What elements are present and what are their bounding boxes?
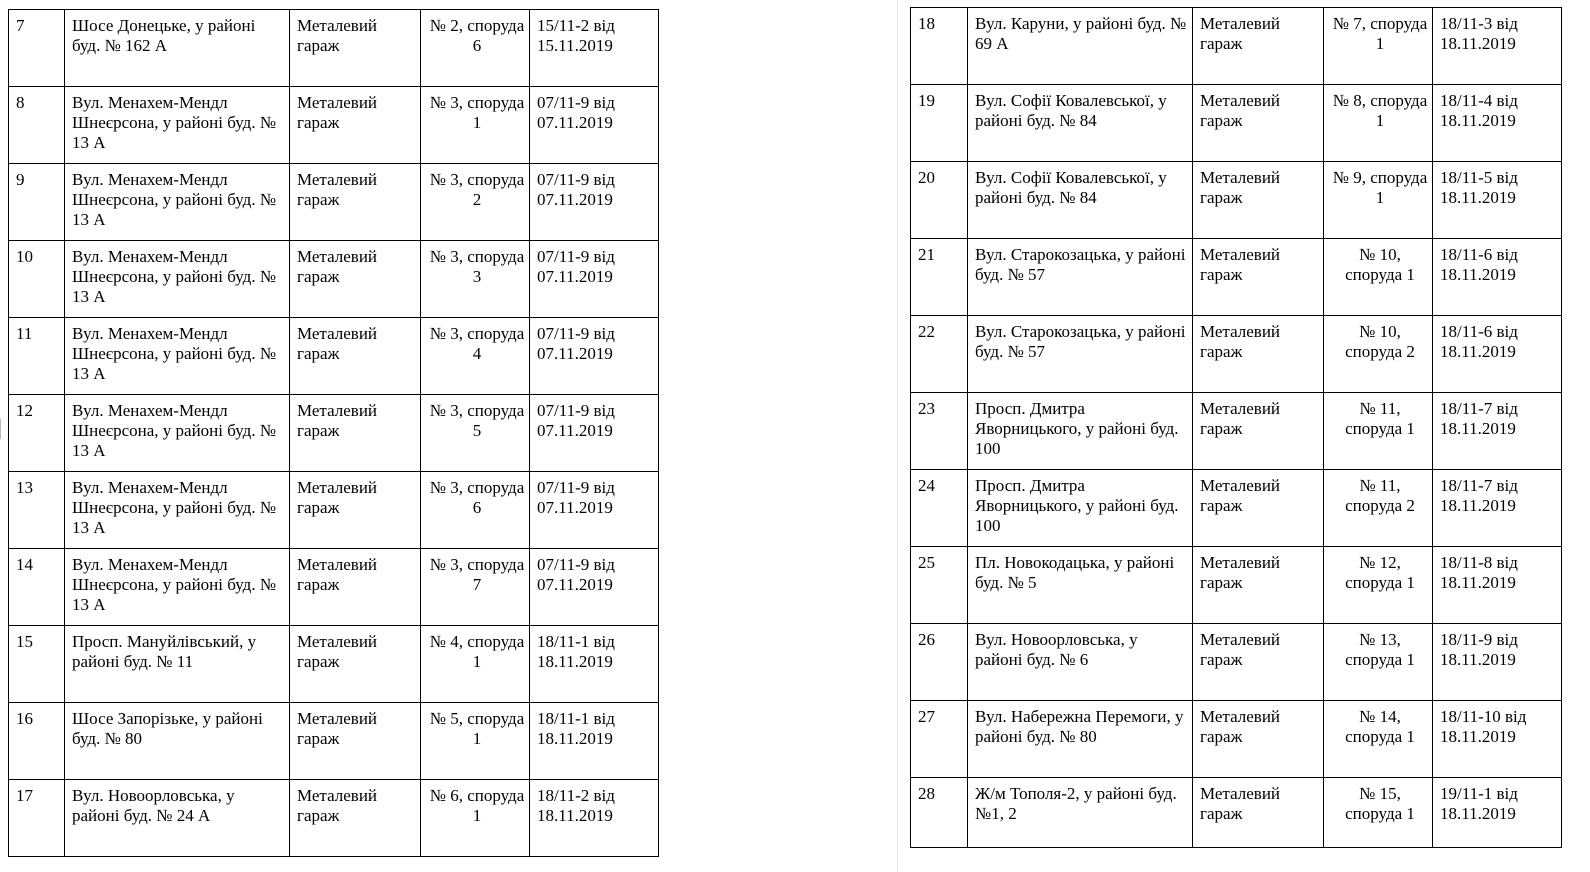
type-cell: Металевий гараж <box>1193 85 1324 162</box>
row-number: 13 <box>9 472 65 549</box>
permit-cell: 18/11-5 від 18.11.2019 <box>1433 162 1562 239</box>
row-number: 16 <box>9 703 65 780</box>
row-number: 24 <box>911 470 968 547</box>
address-cell: Пл. Новокодацька, у районі буд. № 5 <box>968 547 1193 624</box>
row-number: 27 <box>911 701 968 778</box>
table-row <box>911 239 1562 316</box>
permit-cell: 18/11-2 від 18.11.2019 <box>530 780 659 857</box>
address-cell: Ж/м Тополя-2, у районі буд. №1, 2 <box>968 778 1193 848</box>
object-cell: № 10, споруда 1 <box>1324 239 1433 316</box>
table-row <box>9 472 659 549</box>
address-cell: Вул. Софії Ковалевської, у районі буд. № 84 <box>968 85 1193 162</box>
object-cell: № 3, споруда 3 <box>421 241 530 318</box>
row-number: 15 <box>9 626 65 703</box>
address-cell: Шосе Донецьке, у районі буд. № 162 А <box>65 10 290 87</box>
address-cell: Вул. Каруни, у районі буд. № 69 А <box>968 8 1193 85</box>
table-row <box>911 8 1562 85</box>
type-cell: Металевий гараж <box>1193 239 1324 316</box>
type-cell: Металевий гараж <box>1193 470 1324 547</box>
type-cell: Металевий гараж <box>1193 778 1324 848</box>
object-cell: № 10, споруда 2 <box>1324 316 1433 393</box>
address-cell: Вул. Новоорловська, у районі буд. № 24 А <box>65 780 290 857</box>
type-cell: Металевий гараж <box>290 87 421 164</box>
type-cell: Металевий гараж <box>1193 393 1324 470</box>
table-row <box>911 393 1562 470</box>
address-cell: Вул. Менахем-Мендл Шнеєрсона, у районі буд. № 13 А <box>65 472 290 549</box>
table-row <box>9 395 659 472</box>
permit-cell: 18/11-7 від 18.11.2019 <box>1433 470 1562 547</box>
type-cell: Металевий гараж <box>1193 547 1324 624</box>
row-number: 23 <box>911 393 968 470</box>
table-row <box>9 87 659 164</box>
object-cell: № 3, споруда 7 <box>421 549 530 626</box>
type-cell: Металевий гараж <box>290 10 421 87</box>
permit-cell: 18/11-9 від 18.11.2019 <box>1433 624 1562 701</box>
row-number: 28 <box>911 778 968 848</box>
permit-cell: 07/11-9 від 07.11.2019 <box>530 241 659 318</box>
table-row <box>9 241 659 318</box>
row-number: 9 <box>9 164 65 241</box>
address-cell: Просп. Мануйлівський, у районі буд. № 11 <box>65 626 290 703</box>
object-cell: № 3, споруда 6 <box>421 472 530 549</box>
permit-cell: 19/11-1 від 18.11.2019 <box>1433 778 1562 848</box>
permit-cell: 07/11-9 від 07.11.2019 <box>530 318 659 395</box>
permit-cell: 07/11-9 від 07.11.2019 <box>530 395 659 472</box>
table-row <box>911 85 1562 162</box>
table-row <box>9 780 659 857</box>
type-cell: Металевий гараж <box>290 549 421 626</box>
table-row <box>9 549 659 626</box>
row-number: 26 <box>911 624 968 701</box>
permit-cell: 18/11-10 від 18.11.2019 <box>1433 701 1562 778</box>
permit-cell: 07/11-9 від 07.11.2019 <box>530 472 659 549</box>
permit-cell: 18/11-1 від 18.11.2019 <box>530 703 659 780</box>
address-cell: Вул. Менахем-Мендл Шнеєрсона, у районі буд. № 13 А <box>65 164 290 241</box>
row-number: 11 <box>9 318 65 395</box>
address-cell: Вул. Менахем-Мендл Шнеєрсона, у районі буд. № 13 А <box>65 318 290 395</box>
type-cell: Металевий гараж <box>290 780 421 857</box>
address-cell: Вул. Менахем-Мендл Шнеєрсона, у районі буд. № 13 А <box>65 549 290 626</box>
row-number: 8 <box>9 87 65 164</box>
page-divider <box>897 0 898 872</box>
address-cell: Вул. Менахем-Мендл Шнеєрсона, у районі буд. № 13 А <box>65 395 290 472</box>
type-cell: Металевий гараж <box>1193 8 1324 85</box>
type-cell: Металевий гараж <box>1193 162 1324 239</box>
type-cell: Металевий гараж <box>290 318 421 395</box>
row-number: 10 <box>9 241 65 318</box>
row-number: 22 <box>911 316 968 393</box>
address-cell: Вул. Софії Ковалевської, у районі буд. № 84 <box>968 162 1193 239</box>
address-cell: Просп. Дмитра Яворницького, у районі буд. 100 <box>968 470 1193 547</box>
object-cell: № 7, споруда 1 <box>1324 8 1433 85</box>
garage-table-left <box>8 9 659 857</box>
object-cell: № 14, споруда 1 <box>1324 701 1433 778</box>
address-cell: Вул. Старокозацька, у районі буд. № 57 <box>968 239 1193 316</box>
table-row <box>9 164 659 241</box>
address-cell: Просп. Дмитра Яворницького, у районі буд. 100 <box>968 393 1193 470</box>
table-row <box>9 626 659 703</box>
address-cell: Вул. Новоорловська, у районі буд. № 6 <box>968 624 1193 701</box>
permit-cell: 07/11-9 від 07.11.2019 <box>530 549 659 626</box>
table-row <box>9 10 659 87</box>
object-cell: № 5, споруда 1 <box>421 703 530 780</box>
object-cell: № 15, споруда 1 <box>1324 778 1433 848</box>
object-cell: № 6, споруда 1 <box>421 780 530 857</box>
table-row <box>911 470 1562 547</box>
type-cell: Металевий гараж <box>1193 701 1324 778</box>
table-row <box>911 624 1562 701</box>
row-number: 21 <box>911 239 968 316</box>
address-cell: Вул. Менахем-Мендл Шнеєрсона, у районі буд. № 13 А <box>65 241 290 318</box>
row-number: 20 <box>911 162 968 239</box>
object-cell: № 9, споруда 1 <box>1324 162 1433 239</box>
object-cell: № 13, споруда 1 <box>1324 624 1433 701</box>
table-row <box>9 318 659 395</box>
type-cell: Металевий гараж <box>1193 624 1324 701</box>
type-cell: Металевий гараж <box>290 703 421 780</box>
object-cell: № 11, споруда 2 <box>1324 470 1433 547</box>
permit-cell: 18/11-1 від 18.11.2019 <box>530 626 659 703</box>
address-cell: Вул. Набережна Перемоги, у районі буд. № 80 <box>968 701 1193 778</box>
table-row <box>911 162 1562 239</box>
page-edge-mark <box>0 418 4 440</box>
row-number: 25 <box>911 547 968 624</box>
permit-cell: 07/11-9 від 07.11.2019 <box>530 164 659 241</box>
table-row <box>911 778 1562 848</box>
object-cell: № 2, споруда 6 <box>421 10 530 87</box>
type-cell: Металевий гараж <box>1193 316 1324 393</box>
object-cell: № 8, споруда 1 <box>1324 85 1433 162</box>
table-row <box>911 316 1562 393</box>
type-cell: Металевий гараж <box>290 472 421 549</box>
object-cell: № 3, споруда 1 <box>421 87 530 164</box>
row-number: 17 <box>9 780 65 857</box>
row-number: 14 <box>9 549 65 626</box>
row-number: 7 <box>9 10 65 87</box>
permit-cell: 07/11-9 від 07.11.2019 <box>530 87 659 164</box>
object-cell: № 3, споруда 5 <box>421 395 530 472</box>
permit-cell: 15/11-2 від 15.11.2019 <box>530 10 659 87</box>
permit-cell: 18/11-3 від 18.11.2019 <box>1433 8 1562 85</box>
type-cell: Металевий гараж <box>290 164 421 241</box>
garage-table-right <box>910 7 1562 848</box>
address-cell: Вул. Менахем-Мендл Шнеєрсона, у районі буд. № 13 А <box>65 87 290 164</box>
permit-cell: 18/11-6 від 18.11.2019 <box>1433 239 1562 316</box>
permit-cell: 18/11-7 від 18.11.2019 <box>1433 393 1562 470</box>
table-row <box>911 547 1562 624</box>
permit-cell: 18/11-6 від 18.11.2019 <box>1433 316 1562 393</box>
address-cell: Шосе Запорізьке, у районі буд. № 80 <box>65 703 290 780</box>
address-cell: Вул. Старокозацька, у районі буд. № 57 <box>968 316 1193 393</box>
row-number: 19 <box>911 85 968 162</box>
object-cell: № 3, споруда 4 <box>421 318 530 395</box>
type-cell: Металевий гараж <box>290 395 421 472</box>
permit-cell: 18/11-8 від 18.11.2019 <box>1433 547 1562 624</box>
row-number: 12 <box>9 395 65 472</box>
object-cell: № 12, споруда 1 <box>1324 547 1433 624</box>
type-cell: Металевий гараж <box>290 626 421 703</box>
table-row <box>911 701 1562 778</box>
object-cell: № 4, споруда 1 <box>421 626 530 703</box>
table-row <box>9 703 659 780</box>
object-cell: № 3, споруда 2 <box>421 164 530 241</box>
object-cell: № 11, споруда 1 <box>1324 393 1433 470</box>
type-cell: Металевий гараж <box>290 241 421 318</box>
row-number: 18 <box>911 8 968 85</box>
permit-cell: 18/11-4 від 18.11.2019 <box>1433 85 1562 162</box>
